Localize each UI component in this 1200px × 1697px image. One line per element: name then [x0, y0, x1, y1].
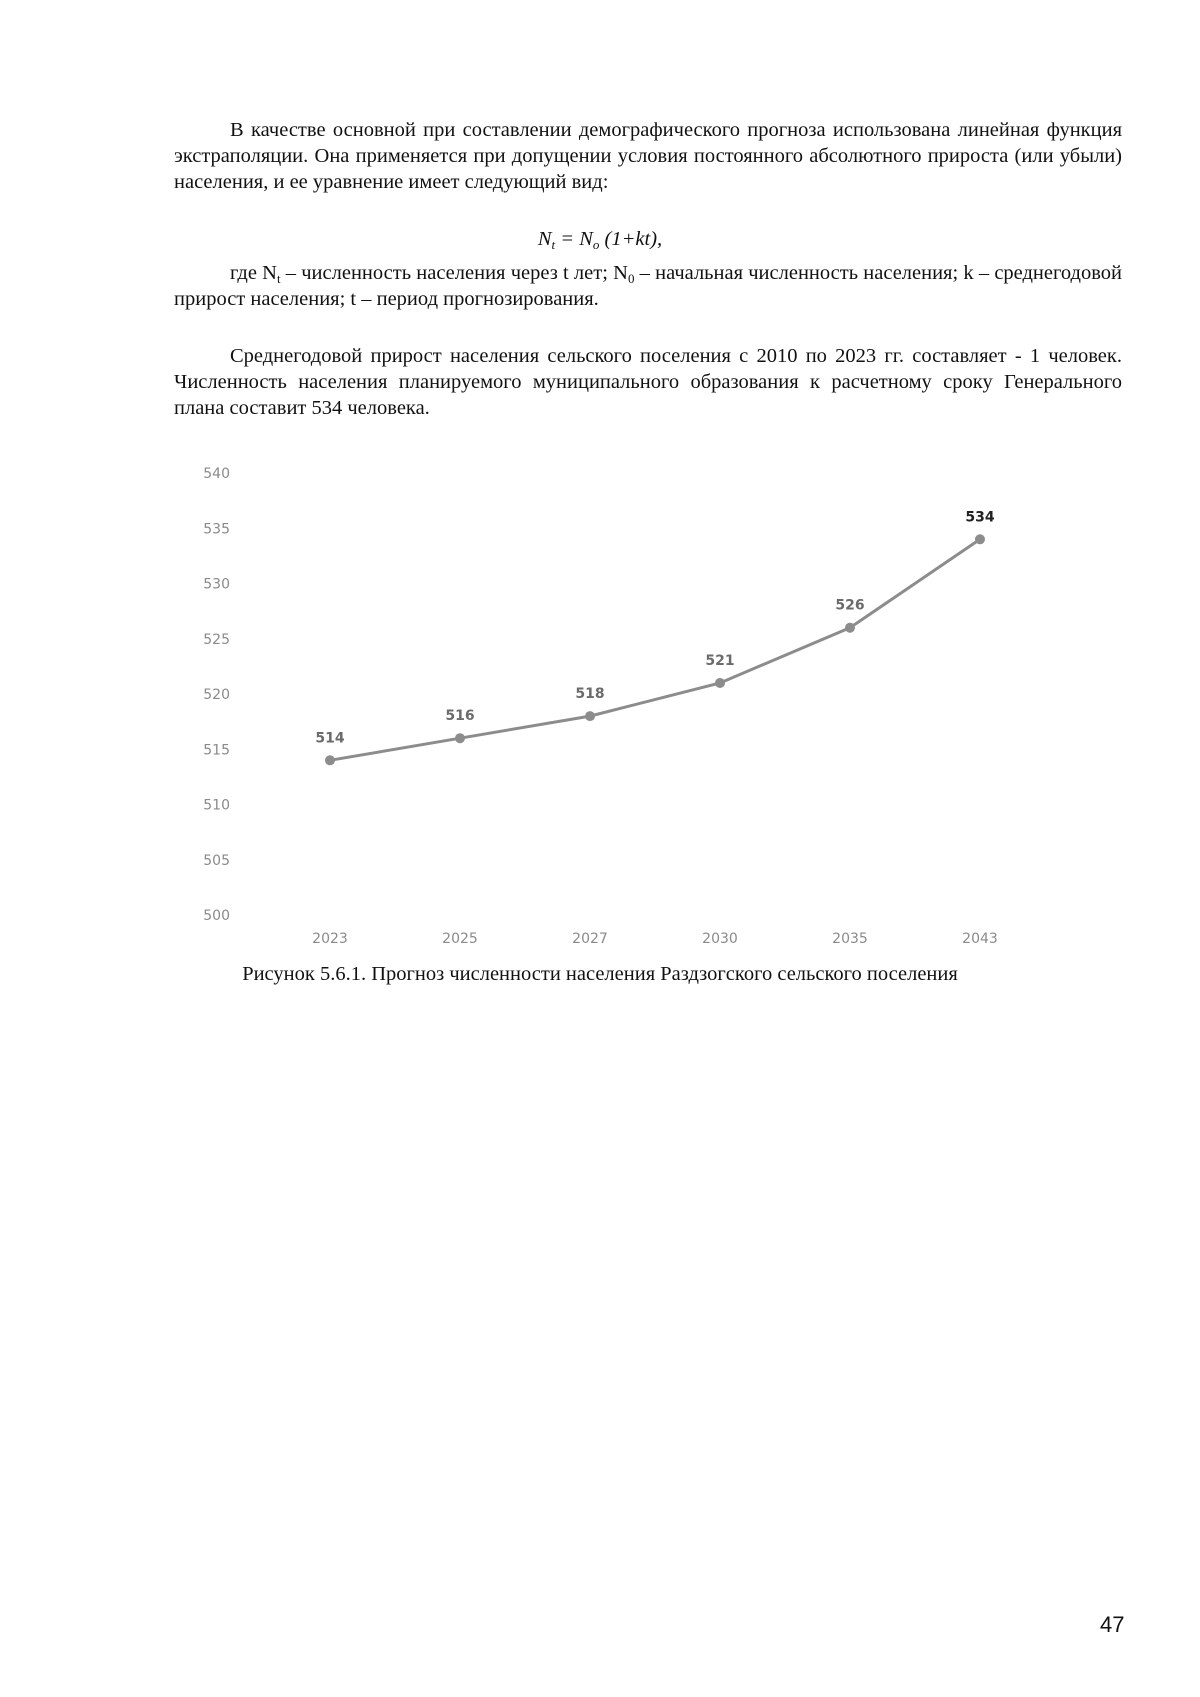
data-label: 516	[445, 708, 475, 725]
y-tick-label: 520	[203, 687, 230, 703]
data-point	[585, 711, 595, 721]
data-label: 521	[705, 652, 735, 669]
paragraph-growth	[174, 343, 1122, 421]
formula-lhs-subscript: t	[551, 237, 556, 252]
formula-mid: = N	[555, 228, 593, 250]
data-point	[975, 534, 985, 544]
formula-mid-subscript: o	[592, 237, 600, 252]
y-tick-label: 515	[203, 742, 230, 759]
paragraph-text	[174, 260, 1122, 312]
definition-part: где N	[230, 262, 277, 284]
definition-subscript: 0	[627, 271, 635, 286]
population-forecast-chart	[200, 455, 1080, 955]
y-tick-label: 530	[203, 576, 230, 593]
data-label: 526	[835, 597, 865, 614]
definition-part: – численность населения через t лет; N	[280, 262, 628, 284]
definition-subscript: t	[276, 271, 281, 286]
y-tick-label: 500	[203, 908, 230, 924]
paragraph-text: Среднегодовой прирост населения сельского поселения с 2010 по 2023 гг. составляет - 1 человек. Численность населения планируемого муниципального образования к расчетному сроку Генерального плана составит 534 человека.	[174, 345, 1122, 419]
chart-canvas	[200, 455, 1080, 955]
x-tick-label: 2025	[442, 931, 478, 947]
formula-rhs: (1+kt),	[599, 228, 663, 250]
data-label: 514	[315, 730, 345, 747]
data-point	[715, 678, 725, 688]
y-tick-label: 535	[203, 521, 230, 538]
formula-lhs: N	[537, 228, 552, 250]
x-tick-label: 2043	[962, 931, 998, 947]
paragraph-extrapolation	[174, 117, 1122, 195]
y-tick-label: 525	[203, 631, 230, 648]
series-line	[330, 539, 980, 760]
data-label: 518	[575, 686, 605, 703]
definition-part: – начальная численность населения; k – среднегодовой прирост населения; t – период прогнозирования.	[174, 262, 1122, 310]
data-point	[845, 623, 855, 633]
y-tick-label: 505	[203, 852, 230, 869]
x-tick-label: 2030	[702, 931, 738, 947]
x-tick-label: 2027	[572, 931, 608, 947]
formula	[0, 228, 1200, 251]
x-tick-label: 2023	[312, 931, 348, 947]
y-tick-label: 510	[203, 797, 230, 814]
data-label: 534	[965, 509, 995, 526]
paragraph-definitions	[174, 260, 1122, 312]
x-tick-label: 2035	[832, 931, 868, 947]
figure-caption: Рисунок 5.6.1. Прогноз численности населения Раздзогского сельского поселения	[242, 963, 958, 985]
paragraph-text: В качестве основной при составлении демографического прогноза использована линейная функция экстраполяции. Она применяется при допущении условия постоянного абсолютного прироста (или убыли) населения, и ее уравнение имеет следующий вид:	[174, 119, 1122, 193]
page-number: 47	[1100, 1612, 1125, 1637]
data-point	[455, 733, 465, 743]
data-point	[325, 755, 335, 765]
y-tick-label: 540	[203, 466, 230, 482]
